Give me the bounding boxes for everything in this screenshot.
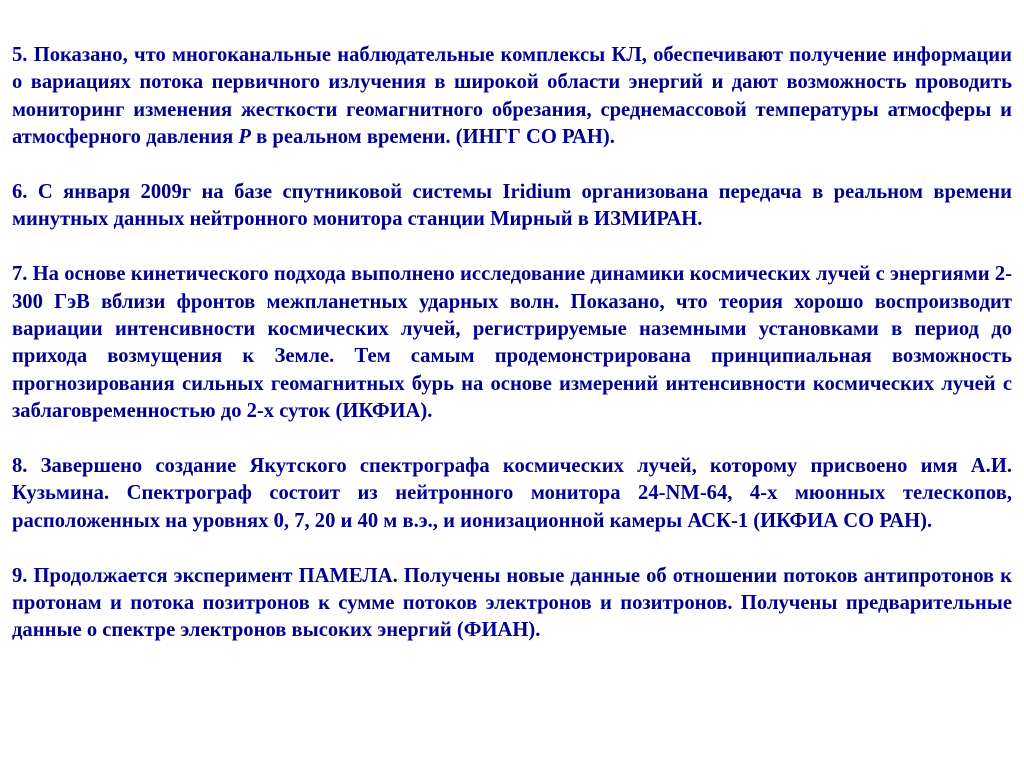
paragraph-5: [12, 42, 1012, 152]
paragraph-9: 9. Продолжается эксперимент ПАМЕЛА. Получены новые данные об отношении потоков антипротонов к протонам и потока позитронов к сумме потоков электронов и позитронов. Получены предварительные данные о спектре электронов высоких энергий (ФИАН).: [12, 564, 1012, 642]
paragraph-7: 7. На основе кинетического подхода выполнено исследование динамики космических лучей с энергиями 2-300 ГэВ вблизи фронтов межпланетных ударных волн. Показано, что теория хорошо воспроизводит вариации интенсивности космических лучей, регистрируемые наземными установками в период до прихода возмущения к Земле. Тем самым продемонстрирована принципиальная возможность прогнозирования сильных геомагнитных бурь на основе измерений интенсивности космических лучей с заблаговременностью до 2-х суток (ИКФИА).: [12, 263, 1012, 423]
paragraph-5-text-a: 5. Показано, что многоканальные наблюдательные комплексы КЛ, обеспечивают получение информации о вариациях потока первичного излучения в широкой области энергий и дают возможность проводить мониторинг изменения жесткости геомагнитного обрезания, среднемассовой температуры атмосферы и атмосферного давления: [12, 44, 1012, 149]
pressure-symbol: P: [238, 126, 251, 149]
paragraph-5-text-b: в реальном времени. (ИНГГ СО РАН).: [250, 126, 615, 149]
paragraph-6: 6. С января 2009г на базе спутниковой системы Iridium организована передача в реальном времени минутных данных нейтронного монитора станции Мирный в ИЗМИРАН.: [12, 181, 1012, 231]
slide-body: [12, 42, 1012, 672]
paragraph-8: 8. Завершено создание Якутского спектрографа космических лучей, которому присвоено имя А.И. Кузьмина. Спектрограф состоит из нейтронного монитора 24-NM-64, 4-х мюонных телескопов, расположенных на уровнях 0, 7, 20 и 40 м в.э., и ионизационной камеры АСК-1 (ИКФИА СО РАН).: [12, 455, 1012, 532]
